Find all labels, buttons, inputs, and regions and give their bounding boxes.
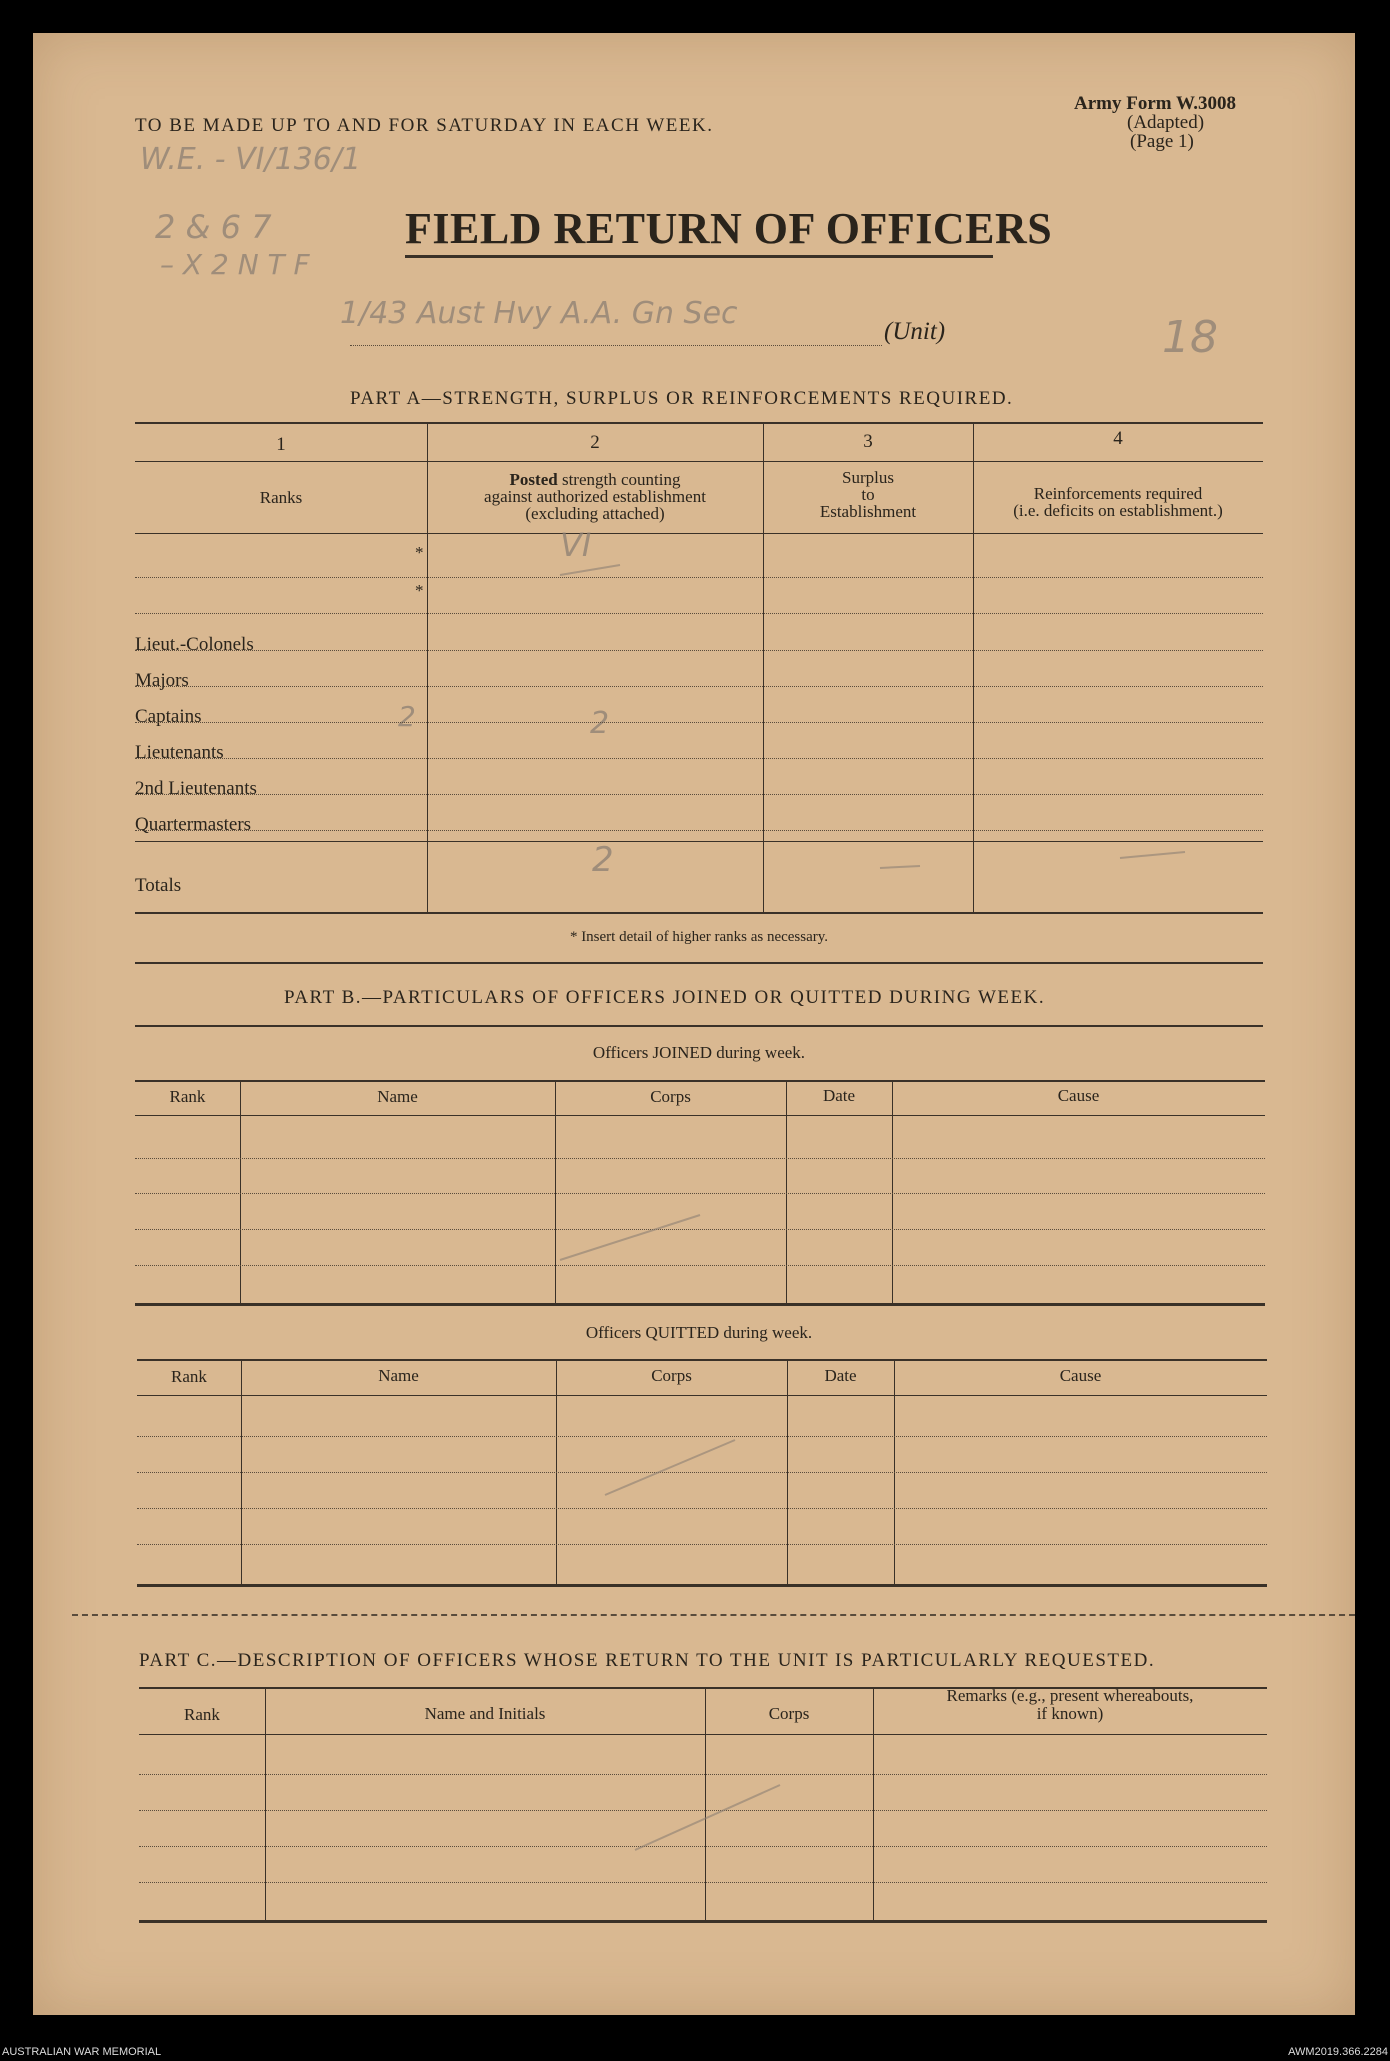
pencil-stroke — [605, 1440, 735, 1495]
unit-label: (Unit) — [884, 318, 946, 345]
page-title: FIELD RETURN OF OFFICERS — [405, 204, 1053, 253]
handwritten-page-number: 18 — [1162, 312, 1218, 363]
posted-header-line3: (excluding attached) — [525, 504, 665, 523]
form-page-number: (Page 1) — [1130, 131, 1194, 152]
quitted-subtitle: Officers QUITTED during week. — [585, 1323, 813, 1342]
rank-label: Lieutenants — [135, 742, 224, 763]
handwritten-reference: W.E. - VI/136/1 — [140, 142, 362, 177]
surplus-header-line2: to — [861, 485, 875, 504]
joined-rank-header: Rank — [169, 1087, 206, 1106]
joined-date-header: Date — [822, 1086, 856, 1105]
part-c-rank-header: Rank — [184, 1705, 220, 1724]
quitted-name-header: Name — [378, 1366, 419, 1385]
surplus-header-line3: Establishment — [819, 502, 917, 521]
quitted-cause-header: Cause — [1059, 1366, 1102, 1385]
rank-label: Majors — [135, 670, 189, 691]
asterisk-marker: * — [415, 543, 424, 562]
quitted-date-header: Date — [824, 1366, 857, 1385]
part-c-remarks-header-line2: if known) — [1036, 1704, 1104, 1723]
joined-cause-header: Cause — [1057, 1086, 1100, 1105]
column-number: 2 — [590, 432, 600, 453]
part-c-remarks-header-line1: Remarks (e.g., present whereabouts, — [946, 1686, 1194, 1705]
pencil-stroke — [560, 565, 620, 575]
rank-label: Lieut.-Colonels — [135, 634, 254, 655]
handwritten-value: 2 — [590, 706, 610, 741]
part-c-title: PART C.—DESCRIPTION OF OFFICERS WHOSE RETURN TO THE UNIT IS PARTICULARLY REQUESTED. — [139, 1650, 1156, 1671]
column-number: 4 — [1113, 428, 1123, 449]
footer-accession: AWM2019.366.2284 — [1288, 2046, 1388, 2058]
pencil-stroke — [880, 866, 920, 868]
pencil-stroke — [560, 1215, 700, 1260]
form-adapted: (Adapted) — [1127, 112, 1205, 133]
part-c-corps-header: Corps — [768, 1704, 810, 1723]
joined-name-header: Name — [377, 1087, 418, 1106]
reinforcements-header-line2: (i.e. deficits on establishment.) — [1013, 501, 1223, 520]
form-number: Army Form W.3008 — [1074, 93, 1237, 114]
pencil-stroke — [635, 1785, 780, 1850]
rank-label: Captains — [135, 706, 202, 727]
part-a-title: PART A—STRENGTH, SURPLUS OR REINFORCEMENTS REQUIRED. — [350, 388, 1014, 409]
handwritten-value: VI — [560, 526, 592, 564]
part-c-name-header: Name and Initials — [424, 1704, 546, 1723]
posted-header-line2: against authorized establishment — [484, 487, 706, 506]
handwritten-note: 2 & 6 7 — [155, 208, 272, 246]
handwritten-total: 2 — [592, 840, 614, 880]
handwritten-mark: 2 — [398, 700, 416, 733]
totals-label: Totals — [135, 875, 182, 896]
part-b-title: PART B.—PARTICULARS OF OFFICERS JOINED OR QUITTED DURING WEEK. — [284, 987, 1046, 1008]
handwritten-note: – X 2 N T F — [160, 248, 310, 281]
pencil-stroke — [1120, 852, 1185, 858]
rank-label: 2nd Lieutenants — [135, 778, 257, 799]
joined-subtitle: Officers JOINED during week. — [592, 1043, 806, 1062]
joined-corps-header: Corps — [650, 1087, 691, 1106]
quitted-rank-header: Rank — [171, 1367, 207, 1386]
rank-label: Quartermasters — [135, 814, 252, 835]
posted-bold-word: Posted — [509, 470, 558, 489]
handwritten-unit-name: 1/43 Aust Hvy A.A. Gn Sec — [340, 296, 738, 331]
column-number: 1 — [276, 434, 286, 455]
header-instruction: TO BE MADE UP TO AND FOR SATURDAY IN EACH WEEK. — [135, 115, 714, 136]
reinforcements-header-line1: Reinforcements required — [1033, 484, 1203, 503]
part-a-footnote: * Insert detail of higher ranks as necessary. — [569, 929, 829, 945]
asterisk-marker: * — [415, 581, 424, 600]
quitted-corps-header: Corps — [651, 1366, 692, 1385]
footer-credit: AUSTRALIAN WAR MEMORIAL — [2, 2046, 162, 2058]
ranks-column-header: Ranks — [259, 488, 303, 507]
posted-header-text: strength counting — [561, 470, 681, 489]
surplus-header-line1: Surplus — [842, 468, 894, 487]
column-number: 3 — [863, 431, 873, 452]
